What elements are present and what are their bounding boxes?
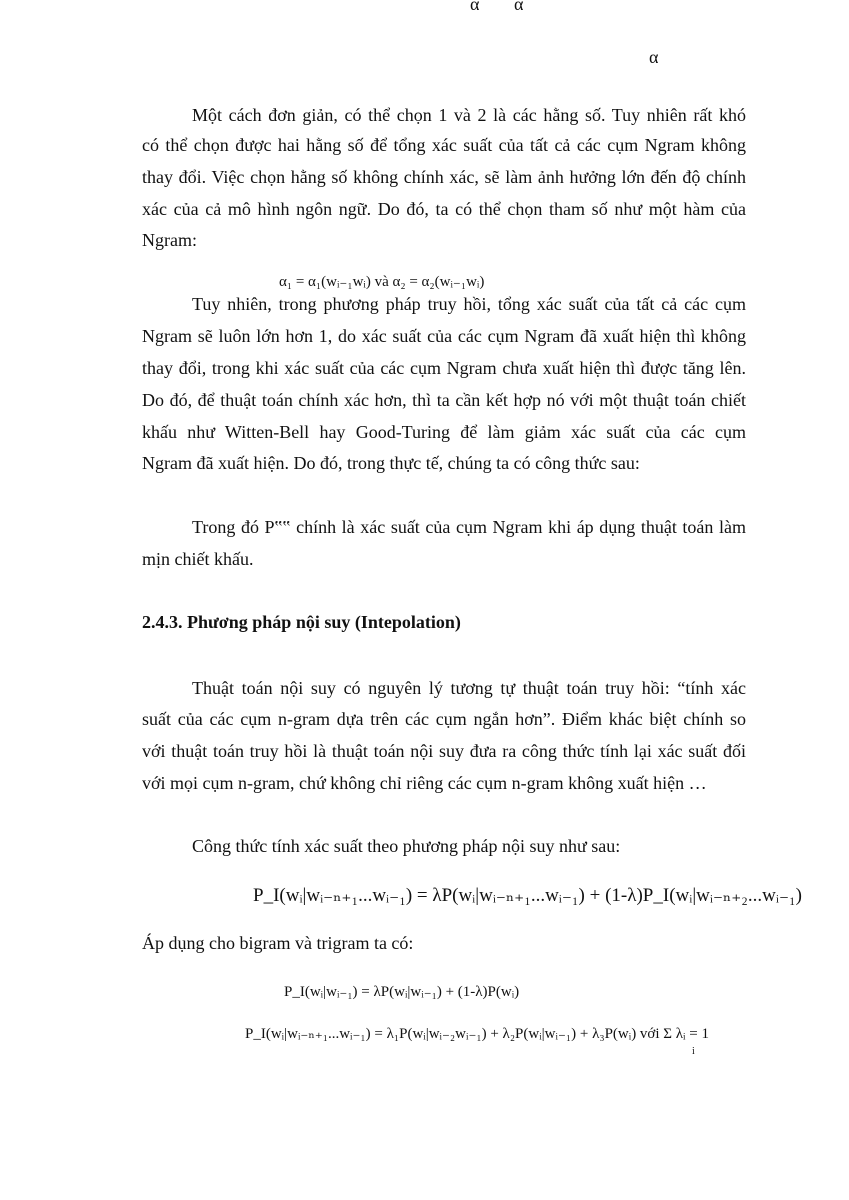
formula-trigram: P_I(wᵢ|wᵢ₋ₙ₊₁...wᵢ₋₁) = λ₁P(wᵢ|wᵢ₋₂wᵢ₋₁) + λ₂P(wᵢ|wᵢ₋₁) + λ₃P(wᵢ) với Σ λᵢ = 1	[245, 1026, 709, 1042]
text-line: Thuật toán nội suy có nguyên lý tương tự thuật toán truy hồi: “tính xác	[192, 678, 746, 698]
text-line: thay đổi. Việc chọn hằng số không chính xác, sẽ làm ảnh hưởng lớn đến độ chính	[142, 167, 746, 187]
text-line: Một cách đơn giản, có thể chọn 1 và 2 là các hằng số. Tuy nhiên rất khó	[192, 105, 746, 125]
text-line: thay đổi, trong khi xác suất của các cụm Ngram chưa xuất hiện thì được tăng lên.	[142, 358, 746, 378]
alpha-symbol: α	[470, 0, 480, 14]
text-line: với thuật toán truy hồi là thuật toán nội suy đưa ra công thức tính lại xác suất đối	[142, 741, 746, 761]
alpha-symbol: α	[649, 47, 659, 67]
text-line: xác của cả mô hình ngôn ngữ. Do đó, ta có thể chọn tham số như một hàm của	[142, 199, 746, 219]
text-line: Tuy nhiên, trong phương pháp truy hồi, tổng xác suất của tất cả các cụm	[192, 294, 746, 314]
formula-alpha-params: α₁ = α₁(wᵢ₋₁wᵢ) và α₂ = α₂(wᵢ₋₁wᵢ)	[279, 274, 485, 290]
formula-bigram: P_I(wᵢ|wᵢ₋₁) = λP(wᵢ|wᵢ₋₁) + (1-λ)P(wᵢ)	[284, 984, 520, 1000]
text-line: Ngram đã xuất hiện. Do đó, trong thực tế, chúng ta có công thức sau:	[142, 453, 640, 473]
text-line: với mọi cụm n-gram, chứ không chỉ riêng các cụm n-gram không xuất hiện …	[142, 773, 707, 793]
section-heading: 2.4.3. Phương pháp nội suy (Intepolation)	[142, 612, 461, 632]
text-line: Ngram:	[142, 230, 197, 250]
alpha-symbol: α	[514, 0, 524, 14]
formula-interpolation-general: P_I(wᵢ|wᵢ₋ₙ₊₁...wᵢ₋₁) = λP(wᵢ|wᵢ₋ₙ₊₁...wᵢ₋₁) + (1-λ)P_I(wᵢ|wᵢ₋ₙ₊₂...wᵢ₋₁)	[253, 885, 802, 906]
text-line: có thể chọn được hai hằng số để tổng xác suất của tất cả các cụm Ngram không	[142, 135, 746, 155]
text-line: Trong đó P‟‟ chính là xác suất của cụm Ngram khi áp dụng thuật toán làm	[192, 517, 746, 537]
text-line: khấu như Witten-Bell hay Good-Turing để làm giảm xác suất của các cụm	[142, 422, 746, 442]
text-line: Công thức tính xác suất theo phương pháp nội suy như sau:	[192, 836, 621, 856]
text-line: Áp dụng cho bigram và trigram ta có:	[142, 933, 414, 953]
sum-subscript: i	[692, 1046, 695, 1057]
text-line: mịn chiết khấu.	[142, 549, 254, 569]
text-line: suất của các cụm n-gram dựa trên các cụm ngắn hơn”. Điểm khác biệt chính so	[142, 709, 746, 729]
text-line: Ngram sẽ luôn lớn hơn 1, do xác suất của các cụm Ngram đã xuất hiện thì không	[142, 326, 746, 346]
text-line: Do đó, để thuật toán chính xác hơn, thì ta cần kết hợp nó với một thuật toán chiết	[142, 390, 746, 410]
